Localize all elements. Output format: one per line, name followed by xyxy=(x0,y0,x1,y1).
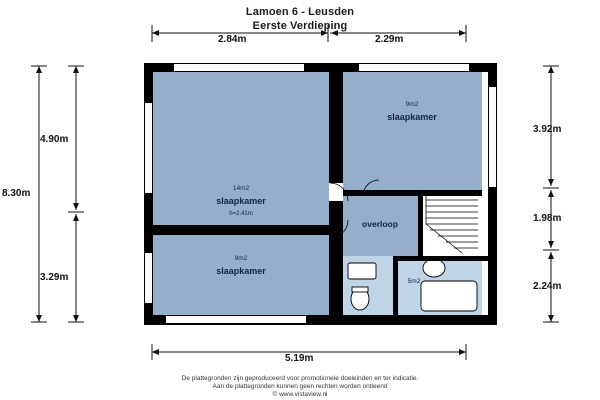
dim-right-mid: 1.98m xyxy=(533,213,562,224)
label-area-slaapkamer-14: 14m2 xyxy=(232,185,250,192)
label-name-slaapkamer-9-right: slaapkamer xyxy=(387,112,437,123)
label-name-slaapkamer-14: slaapkamer xyxy=(216,196,266,207)
label-height-slaapkamer-14: h=2.41m xyxy=(229,211,253,218)
dim-top-left: 2.84m xyxy=(218,34,247,45)
label-area-badkamer: 5m2 xyxy=(407,278,421,285)
dim-right-top: 3.92m xyxy=(533,124,562,135)
label-name-slaapkamer-9-bottom: slaapkamer xyxy=(216,266,266,277)
dim-bottom: 5.19m xyxy=(285,353,314,364)
footer-line-1: De plattegronden zijn geproduceerd voor promotionele doeleinden en ter indicatie. xyxy=(181,375,419,382)
dim-left-inner-bottom: 3.29m xyxy=(40,272,69,283)
dim-top-right: 2.29m xyxy=(375,34,404,45)
dim-left-outer: 8.30m xyxy=(2,188,31,199)
footer-line-2: Aan de plattegronden kunnen geen rechten worden ontleend xyxy=(212,383,388,390)
label-name-overloop: overloop xyxy=(362,219,398,229)
page-subtitle: Eerste Verdieping xyxy=(252,20,348,32)
dim-right-bottom: 2.24m xyxy=(533,281,562,292)
footer-copyright: © www.vistaview.nl xyxy=(272,391,328,398)
label-area-slaapkamer-9-bottom: 9m2 xyxy=(234,255,248,262)
page-title: Lamoen 6 - Leusden xyxy=(245,6,355,18)
dim-left-inner-top: 4.90m xyxy=(40,134,69,145)
label-area-slaapkamer-9-right: 9m2 xyxy=(405,101,419,108)
